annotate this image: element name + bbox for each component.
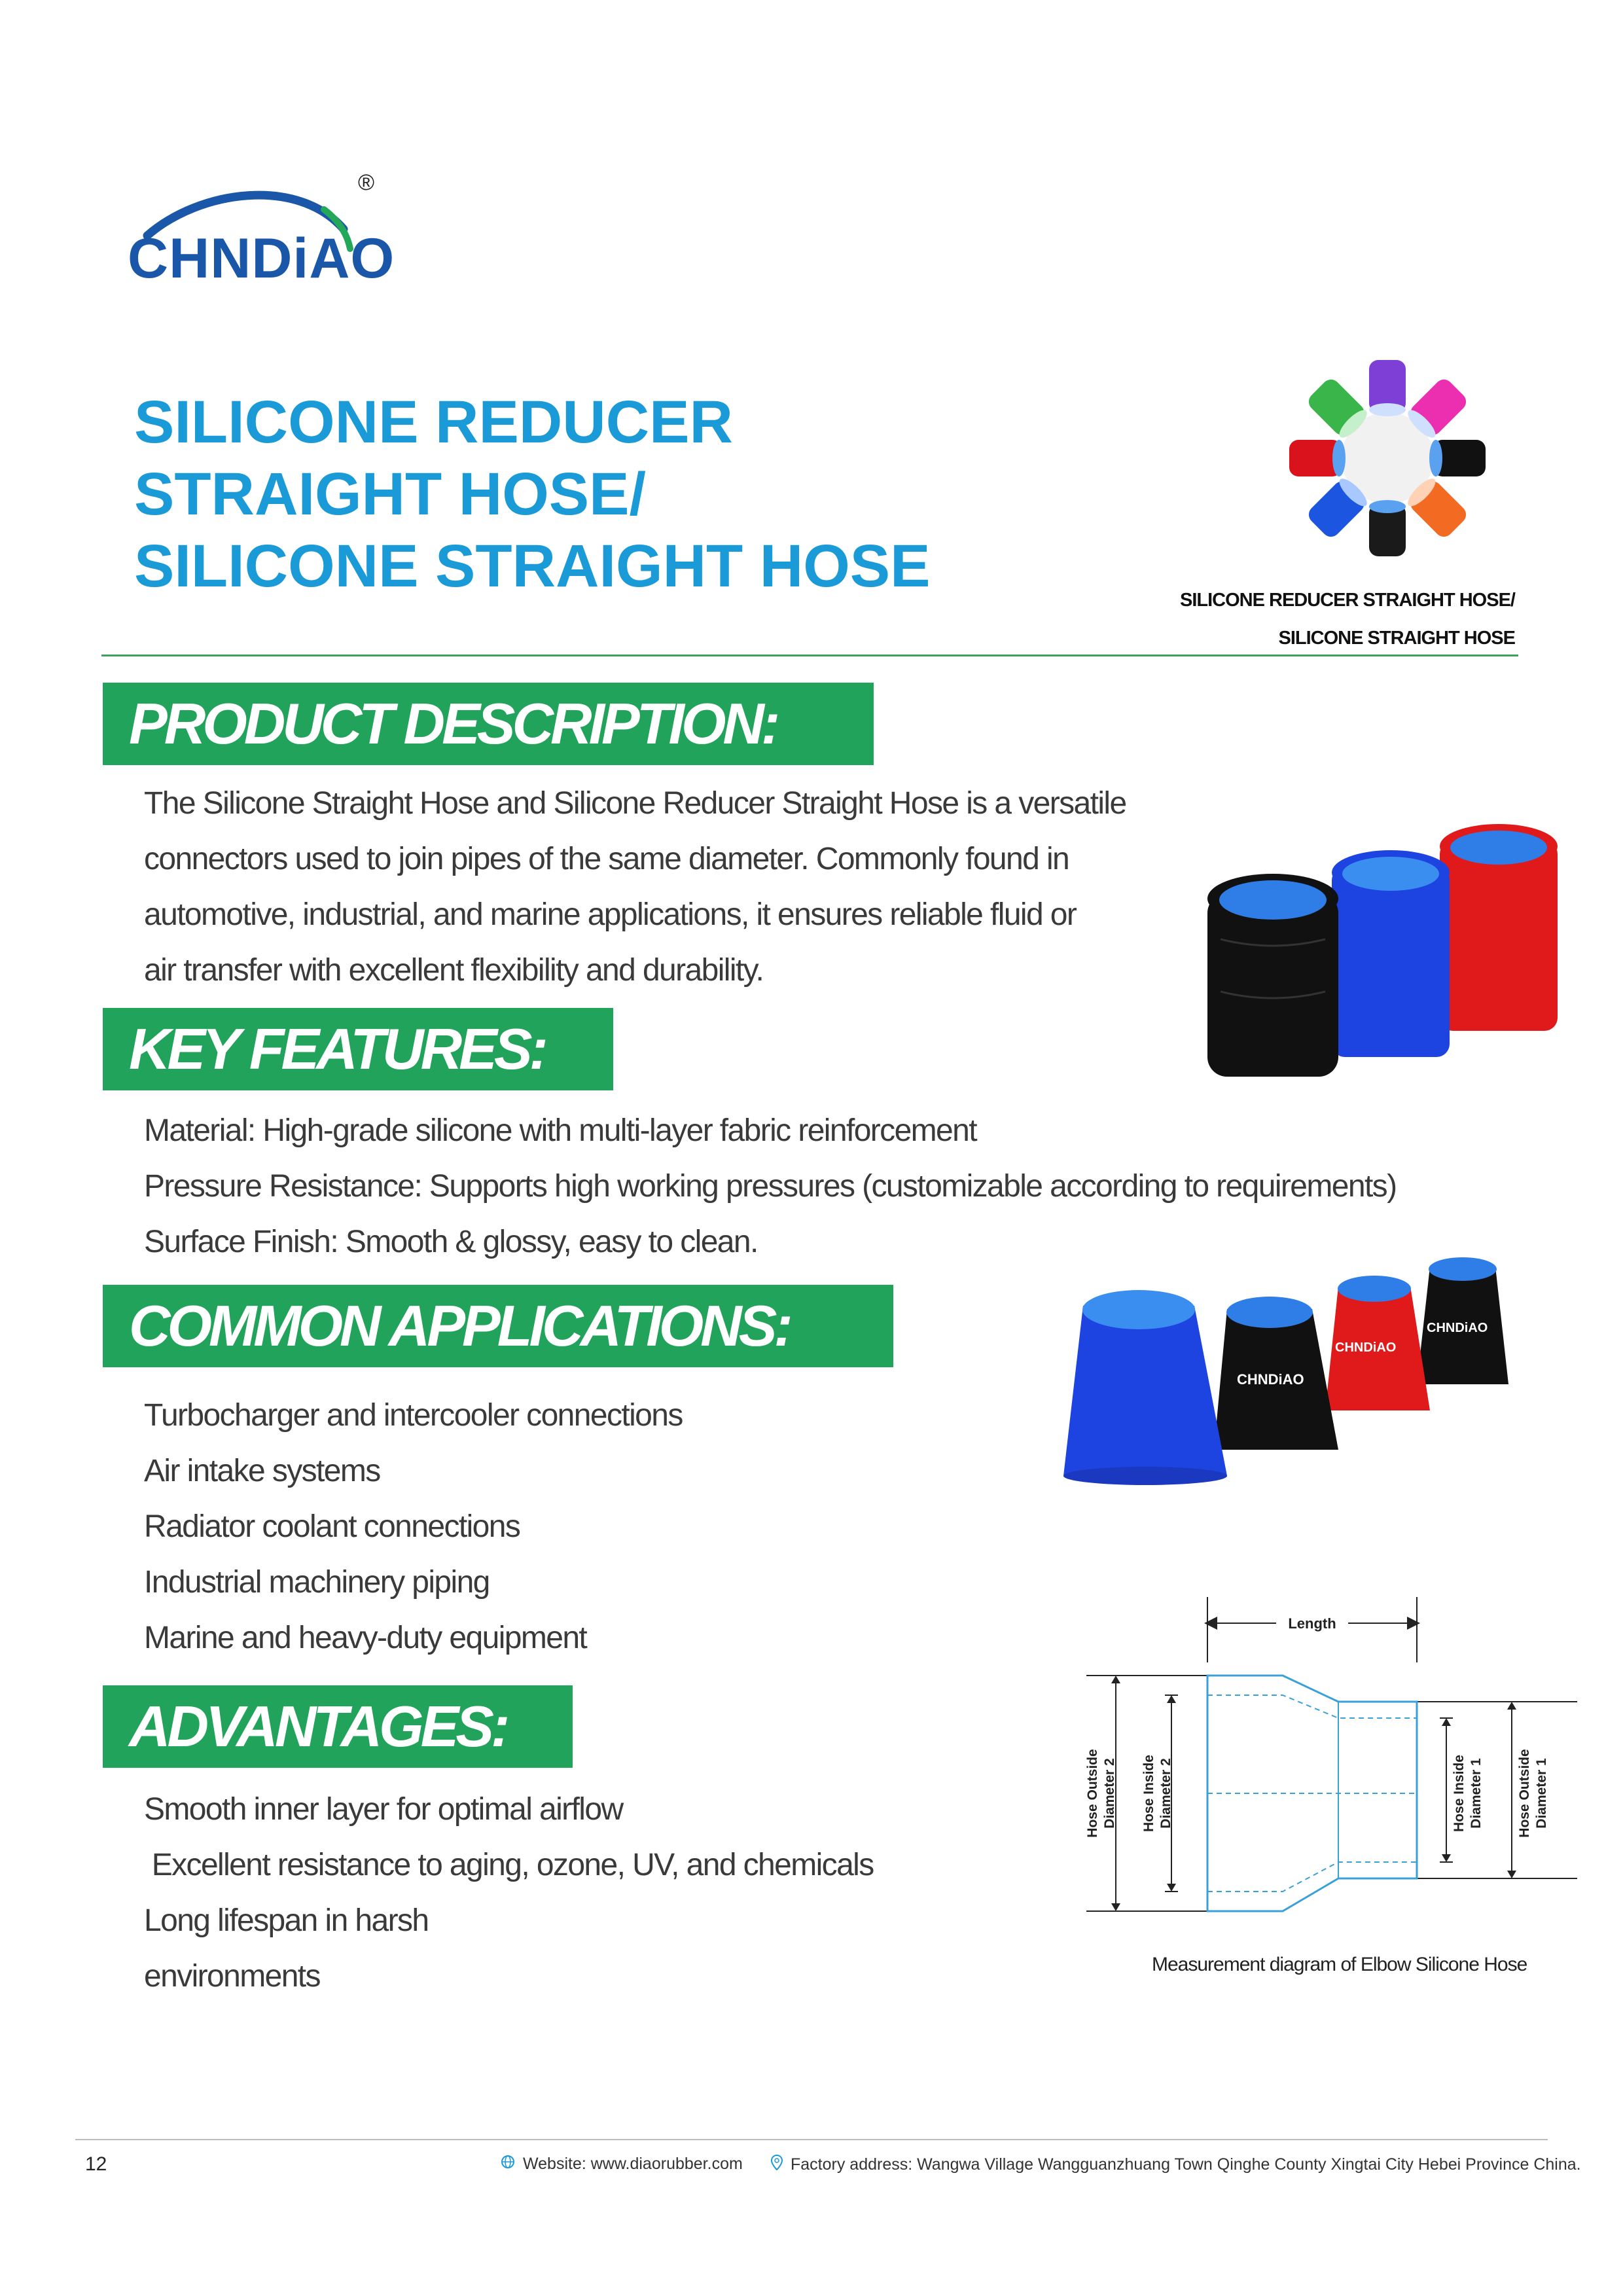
footer-divider: [75, 2139, 1548, 2140]
id1-label-line-2: Diameter 1: [1469, 1758, 1484, 1829]
logo-wordmark: CHNDiAO: [128, 227, 395, 290]
section-heading-features: [103, 1008, 613, 1090]
globe-icon: [501, 2155, 515, 2174]
section-heading-text: COMMON APPLICATIONS:: [129, 1293, 790, 1358]
description-line: air transfer with excellent flexibility and durability.: [144, 953, 764, 988]
section-heading-advantages: [103, 1685, 573, 1768]
description-paragraph: [144, 776, 1224, 998]
measurement-diagram: [1067, 1584, 1584, 1924]
hose-brand-label: CHNDiAO: [1237, 1371, 1304, 1388]
address-text: Factory address: Wangwa Village Wangguanzhuang Town Qinghe County Xingtai City Hebei Province China.: [791, 2155, 1581, 2174]
id1-label-line-1: Hose Inside: [1452, 1755, 1467, 1832]
od1-label-line-1: Hose Outside: [1517, 1749, 1532, 1838]
hero-caption-line-2: SILICONE STRAIGHT HOSE: [1278, 628, 1515, 649]
hose-ring-illustration: [1270, 347, 1505, 576]
reducer-hoses-illustration: [1063, 1253, 1515, 1486]
hero-caption-line-1: SILICONE REDUCER STRAIGHT HOSE/: [1180, 590, 1515, 611]
straight-hose-image: [1194, 821, 1567, 1083]
applications-list: [144, 1388, 683, 1666]
description-line: automotive, industrial, and marine applications, it ensures reliable fluid or: [144, 897, 1077, 932]
section-heading-description: [103, 683, 874, 765]
hose-brand-label: CHNDiAO: [1335, 1340, 1397, 1355]
advantage-item: environments: [144, 1959, 320, 1994]
section-heading-text: ADVANTAGES:: [129, 1694, 507, 1759]
feature-item: Material: High-grade silicone with multi-layer fabric reinforcement: [144, 1113, 976, 1148]
id2-label-line-1: Hose Inside: [1141, 1755, 1156, 1832]
features-list: [144, 1103, 1396, 1270]
application-item: Marine and heavy-duty equipment: [144, 1621, 587, 1655]
footer-website: [501, 2155, 743, 2174]
title-line-2: STRAIGHT HOSE/: [134, 461, 647, 528]
straight-hoses-illustration: [1194, 821, 1567, 1083]
description-line: The Silicone Straight Hose and Silicone Reducer Straight Hose is a versatile: [144, 786, 1126, 821]
section-heading-text: PRODUCT DESCRIPTION:: [129, 691, 777, 756]
header-divider: [101, 655, 1518, 656]
application-item: Turbocharger and intercooler connections: [144, 1398, 683, 1433]
application-item: Radiator coolant connections: [144, 1509, 520, 1544]
feature-item: Surface Finish: Smooth & glossy, easy to clean.: [144, 1225, 758, 1259]
feature-item: Pressure Resistance: Supports high working pressures (customizable according to requirements): [144, 1169, 1397, 1204]
hose-brand-label: CHNDiAO: [1427, 1321, 1488, 1335]
application-item: Industrial machinery piping: [144, 1565, 490, 1600]
advantages-list: [144, 1782, 874, 2004]
registered-mark: ®: [358, 170, 375, 195]
id2-label-line-2: Diameter 2: [1158, 1758, 1173, 1829]
hero-caption: [926, 581, 1515, 657]
description-line: connectors used to join pipes of the same diameter. Commonly found in: [144, 842, 1069, 876]
hero-product-image: [1270, 347, 1505, 576]
od2-label-line-2: Diameter 2: [1102, 1758, 1117, 1829]
footer-address: [771, 2155, 1581, 2175]
advantage-item: Excellent resistance to aging, ozone, UV, and chemicals: [144, 1848, 874, 1882]
measurement-diagram-svg: [1067, 1584, 1584, 1924]
application-item: Air intake systems: [144, 1454, 380, 1488]
od2-label-line-1: Hose Outside: [1085, 1749, 1100, 1838]
page-title: [134, 386, 985, 602]
diagram-caption: Measurement diagram of Elbow Silicone Hose: [1152, 1954, 1527, 1975]
advantage-item: Long lifespan in harsh: [144, 1903, 429, 1938]
location-pin-icon: [771, 2155, 783, 2175]
title-line-3: SILICONE STRAIGHT HOSE: [134, 533, 931, 600]
website-text[interactable]: Website: www.diaorubber.com: [523, 2155, 743, 2173]
advantage-item: Smooth inner layer for optimal airflow: [144, 1792, 623, 1827]
section-heading-text: KEY FEATURES:: [129, 1016, 545, 1081]
od1-label-line-2: Diameter 1: [1534, 1758, 1549, 1829]
reducer-hose-image: [1063, 1253, 1515, 1486]
length-label: Length: [1288, 1615, 1336, 1632]
brand-logo: [128, 170, 402, 288]
page-number: 12: [85, 2153, 107, 2175]
section-heading-applications: [103, 1285, 893, 1367]
title-line-1: SILICONE REDUCER: [134, 389, 733, 456]
